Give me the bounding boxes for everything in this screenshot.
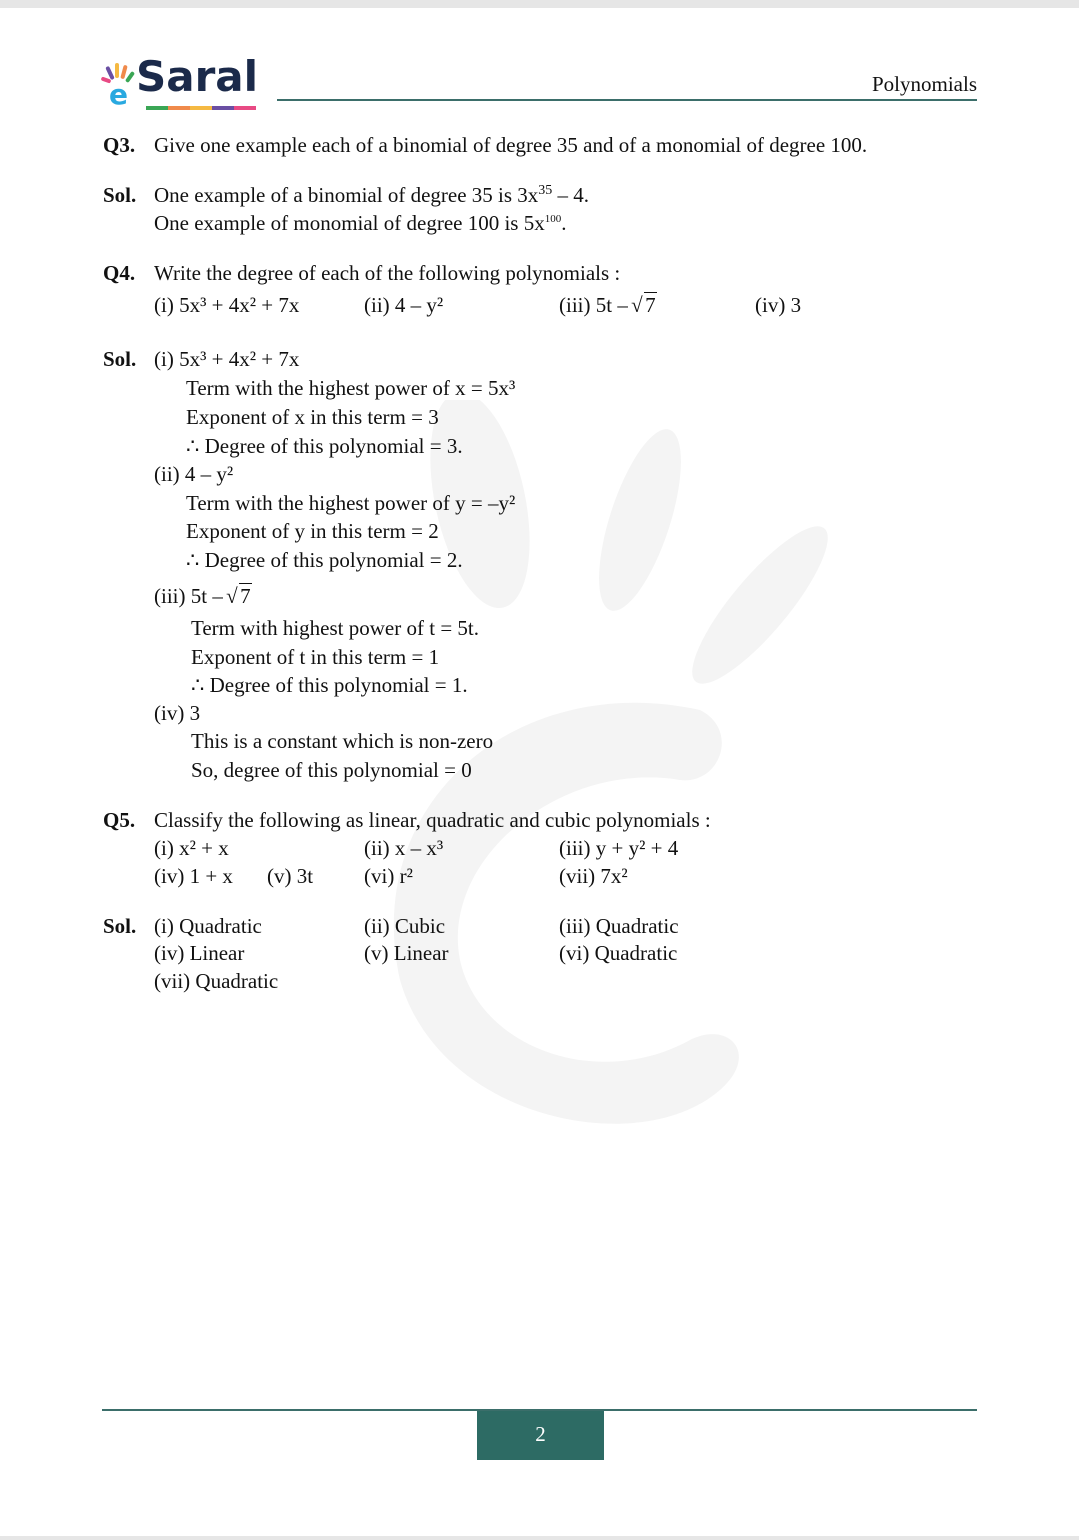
- q4-sol-i-line2: Exponent of x in this term = 3: [186, 405, 439, 429]
- logo-text: Saral: [136, 52, 259, 101]
- q5-label: Q5.: [103, 808, 136, 832]
- q5-text: Classify the following as linear, quadratic and cubic polynomials :: [154, 808, 711, 832]
- sqrt-icon: √ 7: [228, 583, 252, 609]
- q4-sol-iii-line2: Exponent of t in this term = 1: [191, 645, 440, 669]
- q3-label: Q3.: [103, 133, 136, 157]
- q5-option-vii: (vii) 7x²: [559, 864, 628, 888]
- q5-sol-label: Sol.: [103, 914, 137, 938]
- q4-sol-ii-line1: Term with the highest power of y = –y²: [186, 491, 516, 515]
- q4-sol-i-line1: Term with the highest power of x = 5x³: [186, 376, 516, 400]
- q3-sol-line2: One example of monomial of degree 100 is $5x^{100}$.: [154, 211, 567, 235]
- q3-sol-label: Sol.: [103, 183, 137, 207]
- chapter-title: Polynomials: [871, 72, 977, 96]
- q5-option-iii: (iii) y + y² + 4: [559, 836, 679, 860]
- sqrt-icon: √ 7: [633, 292, 657, 318]
- q5-option-i: (i) x² + x: [154, 836, 229, 860]
- q4-sol-i-head: (i) 5x³ + 4x² + 7x: [154, 347, 300, 371]
- q4-sol-iv-line1: This is a constant which is non-zero: [191, 729, 494, 753]
- q5-option-v: (v) 3t: [267, 864, 314, 888]
- q4-sol-ii-line3: ∴ Degree of this polynomial = 2.: [186, 548, 463, 572]
- q4-sol-ii-head: (ii) 4 – y²: [154, 462, 234, 486]
- q5-option-iv: (iv) 1 + x: [154, 864, 233, 888]
- q4-option-ii: (ii) 4 – y²: [364, 293, 444, 317]
- q5-answer-vii: (vii) Quadratic: [154, 969, 279, 993]
- q3-text: Give one example each of a binomial of degree 35 and of a monomial of degree 100.: [154, 133, 868, 157]
- q4-sol-label: Sol.: [103, 347, 137, 371]
- q4-option-i: (i) 5x³ + 4x² + 7x: [154, 293, 300, 317]
- header-rule: [277, 99, 977, 101]
- q4-sol-iii-head: (iii) 5t – √ 7: [154, 583, 252, 609]
- bottom-bar: [0, 1536, 1079, 1540]
- q5-answer-i: (i) Quadratic: [154, 914, 262, 938]
- svg-text:e: e: [109, 78, 128, 106]
- q4-option-iii: (iii) 5t – √ 7: [559, 292, 657, 318]
- q4-text: Write the degree of each of the following polynomials :: [154, 261, 621, 285]
- logo-underline: [146, 106, 256, 110]
- q4-sol-ii-line2: Exponent of y in this term = 2: [186, 519, 439, 543]
- q4-sol-iv-line2: So, degree of this polynomial = 0: [191, 758, 472, 782]
- page-number: 2: [477, 1411, 604, 1460]
- q5-answer-v: (v) Linear: [364, 941, 449, 965]
- q3-sol-line1: One example of a binomial of degree 35 is $3x^{35} - 4$.: [154, 183, 590, 207]
- q4-sol-iii-line1: Term with highest power of t = 5t.: [191, 616, 479, 640]
- top-bar: [0, 0, 1079, 8]
- q5-answer-vi: (vi) Quadratic: [559, 941, 678, 965]
- q4-sol-i-line3: ∴ Degree of this polynomial = 3.: [186, 434, 463, 458]
- q4-sol-iv-head: (iv) 3: [154, 701, 201, 725]
- q5-answer-ii: (ii) Cubic: [364, 914, 446, 938]
- q4-label: Q4.: [103, 261, 136, 285]
- q4-option-iv: (iv) 3: [755, 293, 802, 317]
- q5-answer-iii: (iii) Quadratic: [559, 914, 679, 938]
- hand-logo-icon: [100, 62, 140, 106]
- esaral-logo: [100, 52, 260, 106]
- q5-option-ii: (ii) x – x³: [364, 836, 444, 860]
- q5-answer-iv: (iv) Linear: [154, 941, 245, 965]
- q4-sol-iii-line3: ∴ Degree of this polynomial = 1.: [191, 673, 468, 697]
- q5-option-vi: (vi) r²: [364, 864, 413, 888]
